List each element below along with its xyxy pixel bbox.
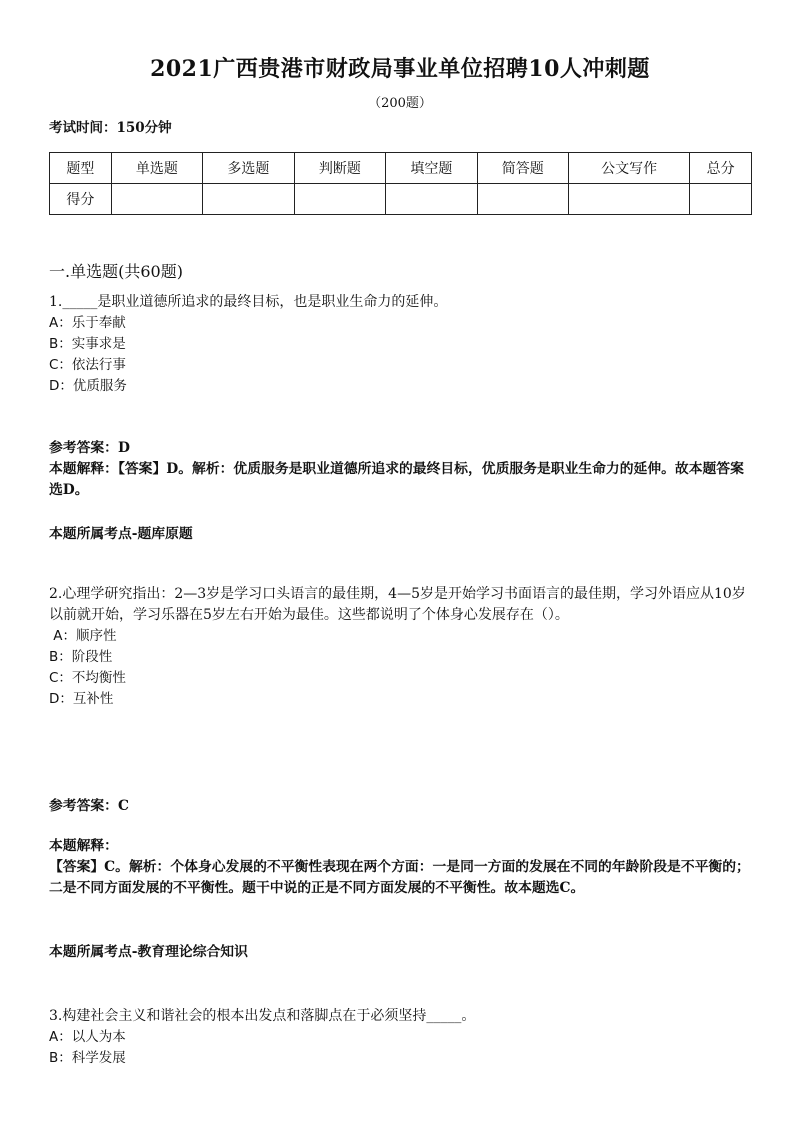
document-title: 2021广西贵港市财政局事业单位招聘10人冲刺题: [150, 56, 650, 82]
score-cell: [569, 184, 690, 215]
explanation-label-2: 本题解释：: [49, 838, 118, 854]
question-1: [49, 292, 757, 397]
option-d: D：互补性: [49, 691, 114, 707]
option-d: D：优质服务: [49, 378, 127, 394]
question-stem: 3.构建社会主义和谐社会的根本出发点和落脚点在于必须坚持_____。: [49, 1008, 476, 1024]
score-row-label: 得分: [50, 184, 112, 215]
question-2: [49, 584, 757, 710]
explanation-1: 本题解释：【答案】D。解析：优质服务是职业道德所追求的最终目标，优质服务是职业生命力的延伸。故本题答案选D。: [49, 461, 744, 498]
score-header-cell: 总分: [690, 153, 752, 184]
section-title: 一.单选题(共60题): [49, 262, 183, 281]
answer-2: 参考答案：C: [49, 798, 129, 814]
score-cell: [386, 184, 477, 215]
option-a: A：以人为本: [49, 1029, 126, 1045]
score-table: [49, 152, 752, 215]
explanation-2: 【答案】C。解析：个体身心发展的不平衡性表现在两个方面：一是同一方面的发展在不同的年龄阶段是不平衡的；二是不同方面发展的不平衡性。题干中说的正是不同方面发展的不平衡性。故本题选C。: [49, 859, 750, 896]
score-header-cell: 简答题: [477, 153, 568, 184]
option-a: A：乐于奉献: [49, 315, 126, 331]
exam-time: 考试时间：150分钟: [49, 120, 172, 136]
score-table-row: [50, 184, 752, 215]
option-b: B：实事求是: [49, 336, 126, 352]
option-c: C：依法行事: [49, 357, 126, 373]
question-stem: 1._____是职业道德所追求的最终目标，也是职业生命力的延伸。: [49, 294, 448, 310]
score-header-cell: 单选题: [111, 153, 202, 184]
score-table-header-row: [50, 153, 752, 184]
question-stem: 2.心理学研究指出：2—3岁是学习口头语言的最佳期，4—5岁是开始学习书面语言的最佳期，学习外语应从10岁以前就开始，学习乐器在5岁左右开始为最佳。这些都说明了个体身心发展存在（）。: [49, 586, 746, 623]
question-3: [49, 1006, 757, 1069]
option-a: A：顺序性: [49, 628, 117, 644]
topic-2: 本题所属考点-教育理论综合知识: [49, 944, 248, 960]
option-b: B：科学发展: [49, 1050, 126, 1066]
option-b: B：阶段性: [49, 649, 113, 665]
score-header-cell: 填空题: [386, 153, 477, 184]
question-count: （200题）: [368, 96, 432, 111]
option-c: C：不均衡性: [49, 670, 126, 686]
score-cell: [294, 184, 385, 215]
score-header-cell: 公文写作: [569, 153, 690, 184]
score-cell: [690, 184, 752, 215]
score-cell: [111, 184, 202, 215]
score-header-cell: 判断题: [294, 153, 385, 184]
score-header-cell: 多选题: [203, 153, 294, 184]
score-cell: [477, 184, 568, 215]
score-header-cell: 题型: [50, 153, 112, 184]
answer-1: 参考答案：D: [49, 440, 130, 456]
topic-1: 本题所属考点-题库原题: [49, 526, 193, 542]
score-cell: [203, 184, 294, 215]
